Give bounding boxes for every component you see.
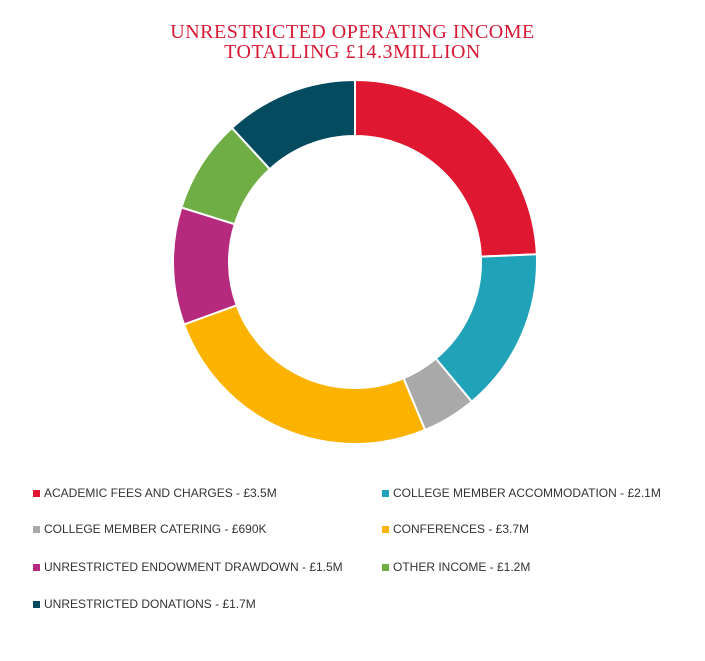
legend-item-1 [33,486,277,500]
legend-label-3: COLLEGE MEMBER CATERING - £690K [44,522,267,536]
legend-swatch-5 [33,564,40,571]
legend-item-7 [33,597,256,611]
legend-label-4: CONFERENCES - £3.7M [393,522,530,536]
chart-title-line-1: UNRESTRICTED OPERATING INCOME [170,21,535,43]
legend-label-2: COLLEGE MEMBER ACCOMMODATION - £2.1M [393,486,661,500]
legend-swatch-1 [33,490,40,497]
chart-title-line-2: TOTALLING £14.3MILLION [224,41,481,63]
legend-swatch-7 [33,601,40,608]
legend-item-6 [382,560,530,574]
legend-swatch-4 [382,526,389,533]
legend-label-1: ACADEMIC FEES AND CHARGES - £3.5M [44,486,277,500]
legend-label-5: UNRESTRICTED ENDOWMENT DRAWDOWN - £1.5M [44,560,343,574]
legend-item-3 [33,522,267,536]
legend-label-7: UNRESTRICTED DONATIONS - £1.7M [44,597,256,611]
legend-label-6: OTHER INCOME - £1.2M [393,560,531,574]
legend-swatch-3 [33,526,40,533]
legend-item-4 [382,522,529,536]
legend-item-5 [33,560,343,574]
legend-item-2 [382,486,661,500]
legend-swatch-2 [382,490,389,497]
legend-swatch-6 [382,564,389,571]
